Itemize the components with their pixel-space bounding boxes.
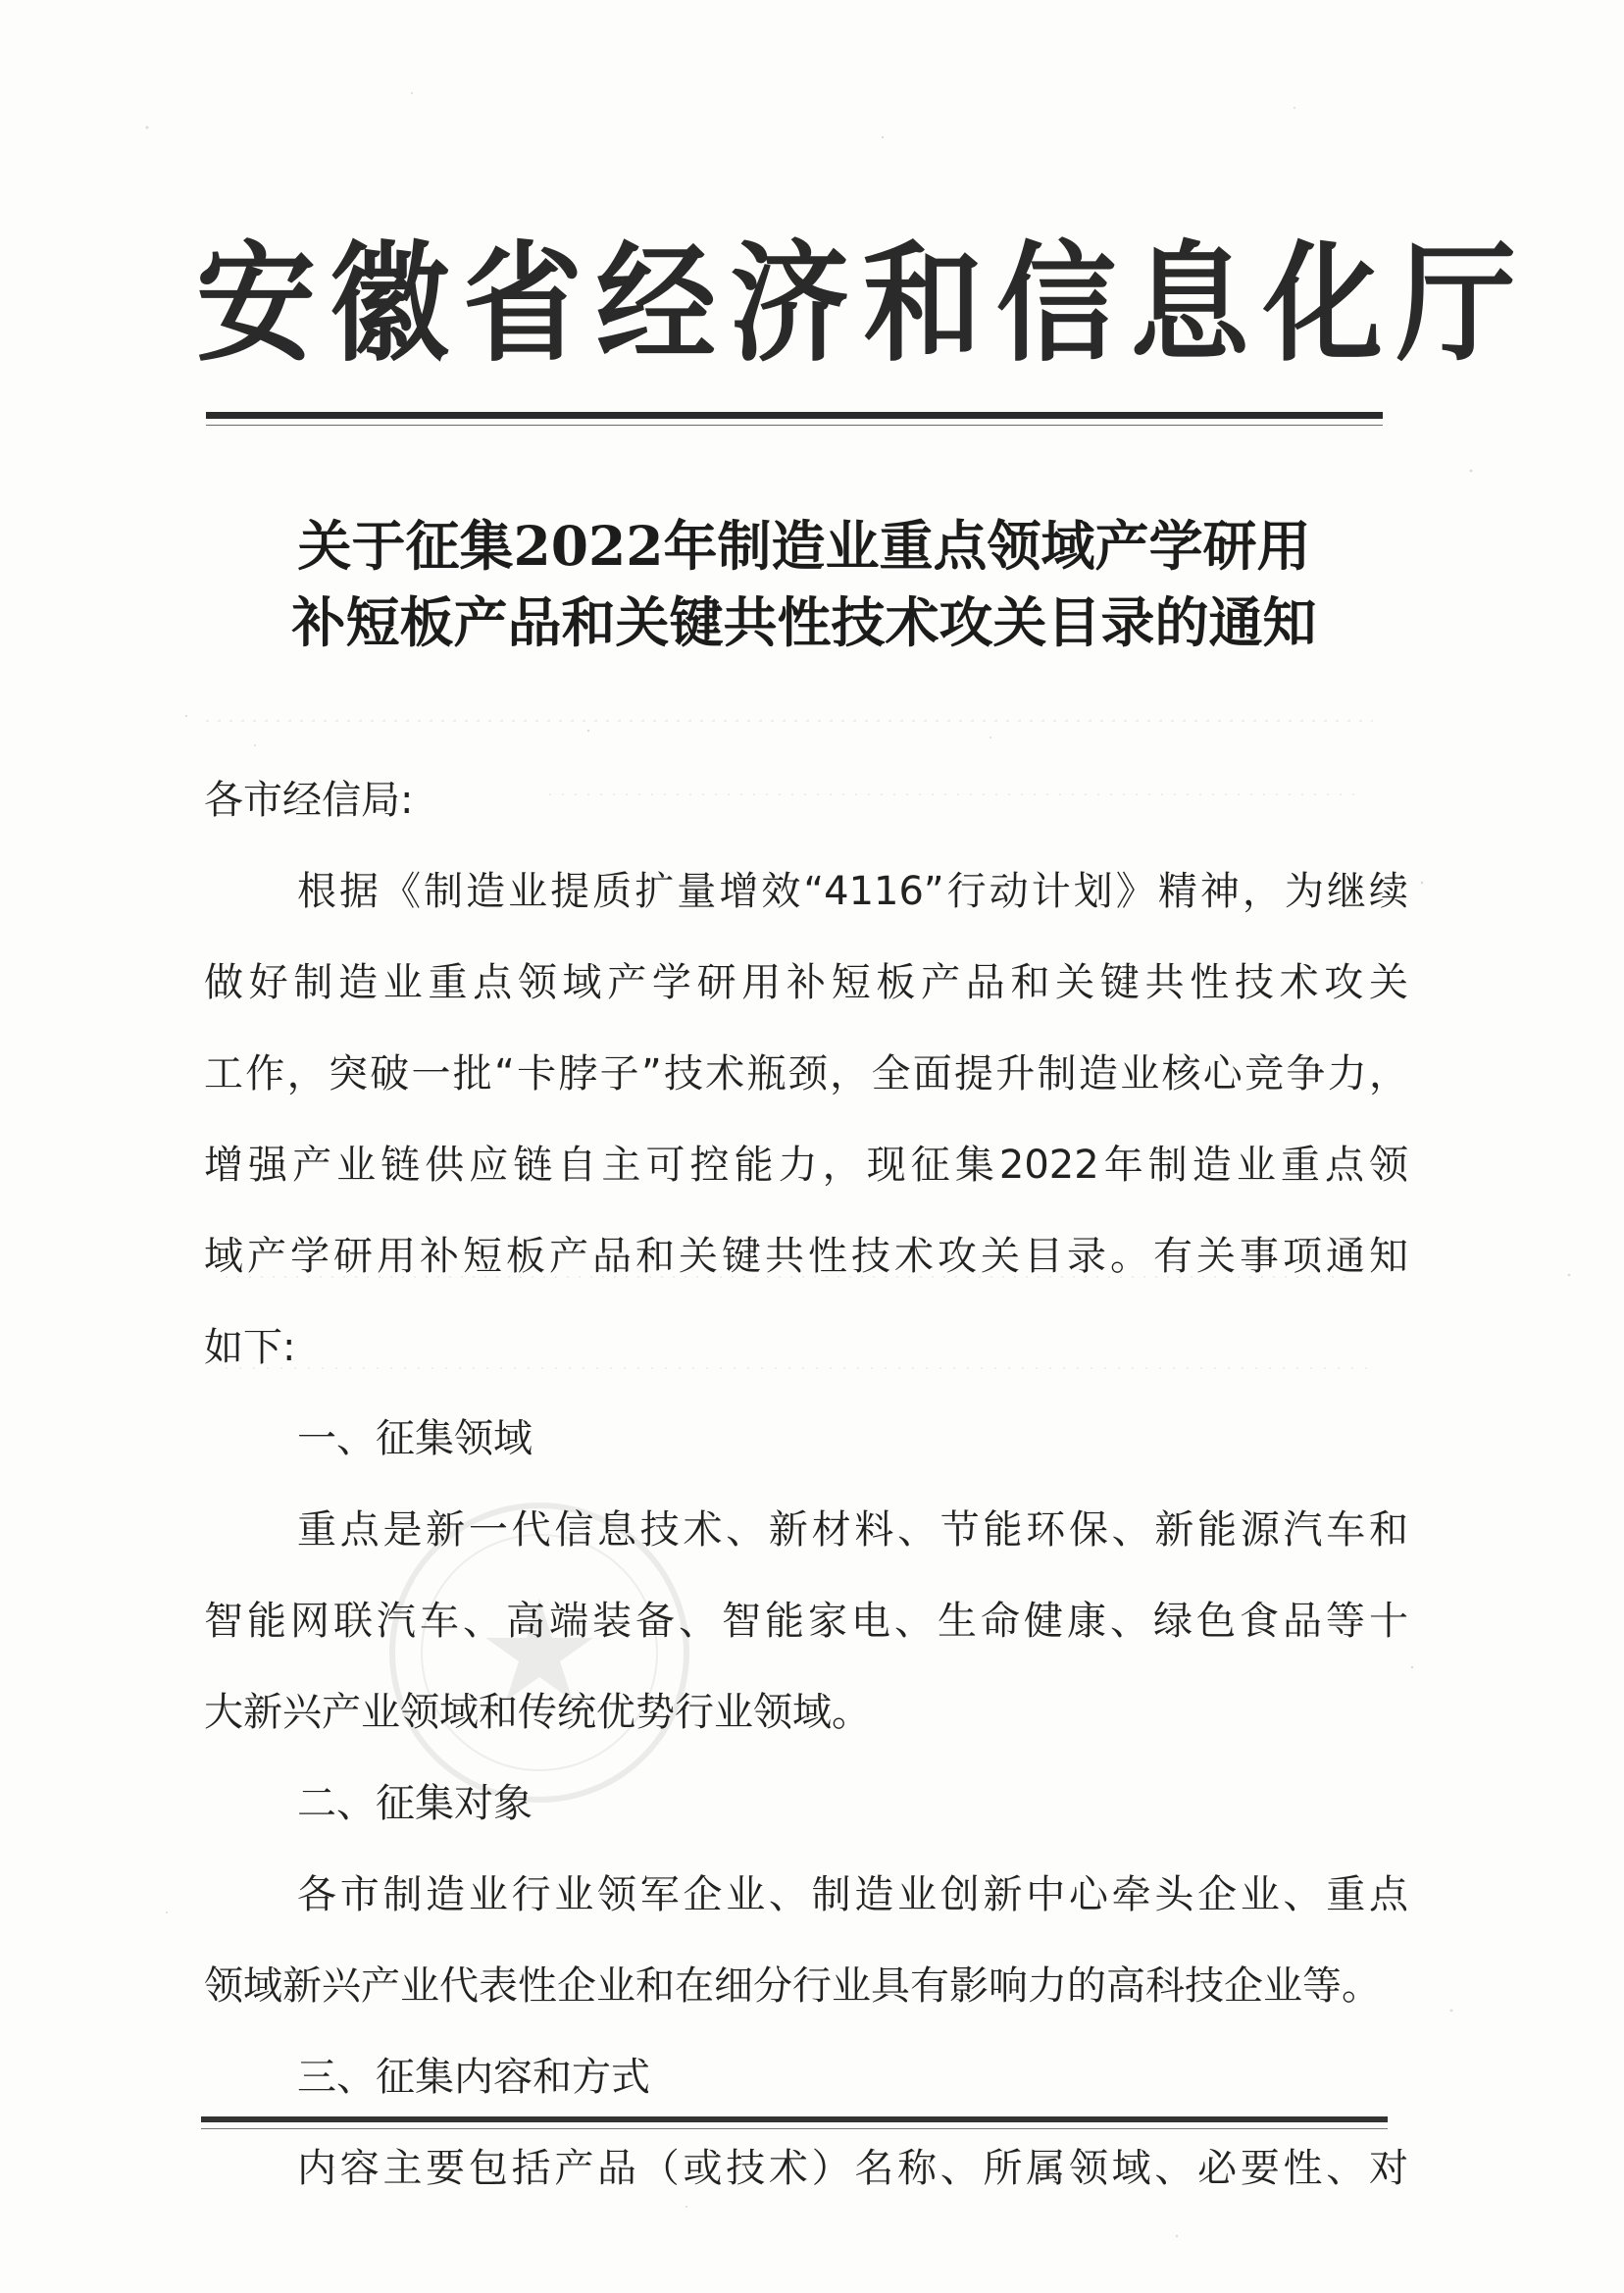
section-1-line: 重点是新一代信息技术、新材料、节能环保、新能源汽车和 (297, 1507, 1408, 1553)
title-line-2: 补短板产品和关键共性技术攻关目录的通知 (291, 590, 1317, 654)
section-1-line: 智能网联汽车、高端装备、智能家电、生命健康、绿色食品等十 (204, 1599, 1408, 1644)
section-2-heading: 二、征集对象 (297, 1781, 533, 1826)
section-2-line: 各市制造业行业领军企业、制造业创新中心牵头企业、重点 (297, 1872, 1408, 1917)
letterhead-org-name: 安徽省经济和信息化厅 (196, 227, 1530, 380)
intro-line: 如下: (204, 1325, 296, 1370)
intro-line: 做好制造业重点领域产学研用补短板产品和关键共性技术攻关 (204, 960, 1408, 1005)
letterhead-rule-thin (206, 425, 1383, 426)
intro-line: 增强产业链供应链自主可控能力，现征集2022年制造业重点领 (204, 1143, 1408, 1188)
letterhead-rule (206, 412, 1383, 419)
salutation: 各市经信局: (204, 778, 414, 823)
title-line-1: 关于征集2022年制造业重点领域产学研用 (297, 514, 1311, 578)
section-3-heading: 三、征集内容和方式 (297, 2055, 650, 2100)
document-title (196, 508, 1412, 661)
intro-line: 域产学研用补短板产品和关键共性技术攻关目录。有关事项通知 (204, 1234, 1408, 1279)
intro-line: 根据《制造业提质扩量增效“4116”行动计划》精神，为继续 (297, 869, 1408, 914)
section-1-line: 大新兴产业领域和传统优势行业领域。 (204, 1690, 871, 1735)
footer-rule (201, 2116, 1388, 2122)
footer-rule-thin (201, 2128, 1388, 2129)
section-1-heading: 一、征集领域 (297, 1416, 533, 1461)
document-body (204, 755, 1408, 2215)
intro-line: 工作，突破一批“卡脖子”技术瓶颈，全面提升制造业核心竞争力， (204, 1051, 1408, 1096)
section-3-line: 内容主要包括产品（或技术）名称、所属领域、必要性、对 (297, 2146, 1408, 2191)
section-2-line: 领域新兴产业代表性企业和在细分行业具有影响力的高科技企业等。 (204, 1963, 1381, 2009)
